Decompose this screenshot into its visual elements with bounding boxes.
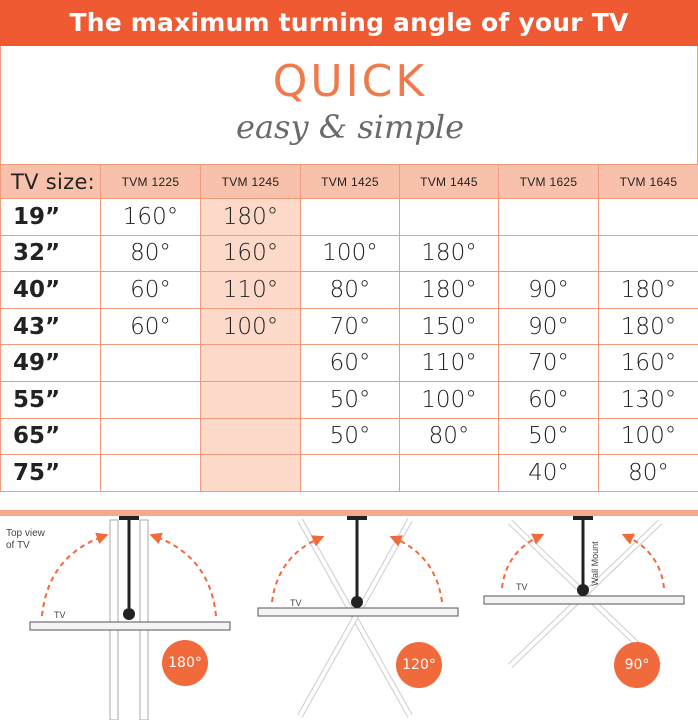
angle-cell: 90°	[499, 272, 599, 309]
table-row	[1, 381, 698, 418]
brand-quick-logo: QUICK	[272, 56, 428, 107]
wall-mount-label: Wall Mount	[590, 541, 600, 586]
angle-cell: 100°	[301, 235, 400, 272]
table-row	[1, 418, 698, 455]
angle-badge-180: 180°	[162, 640, 208, 686]
angle-cell: 60°	[101, 308, 201, 345]
angle-cell: 60°	[301, 345, 400, 382]
table-row	[1, 308, 698, 345]
angle-cell	[101, 455, 201, 492]
angle-cell: 90°	[499, 308, 599, 345]
angle-cell	[499, 199, 599, 236]
angle-cell: 60°	[101, 272, 201, 309]
angle-cell: 50°	[301, 381, 400, 418]
tv-size-cell: 65”	[1, 418, 101, 455]
angle-cell: 80°	[101, 235, 201, 272]
rotation-arrow	[154, 536, 216, 616]
angle-cell: 70°	[301, 308, 400, 345]
angle-cell: 180°	[400, 272, 499, 309]
table-row	[1, 199, 698, 236]
table-row	[1, 455, 698, 492]
brand-tagline: easy & simple	[236, 108, 464, 146]
model-header: TVM 1425	[301, 165, 400, 199]
tv-size-cell: 49”	[1, 345, 101, 382]
angle-cell: 110°	[400, 345, 499, 382]
angle-cell	[101, 345, 201, 382]
angle-cell: 80°	[400, 418, 499, 455]
model-header: TVM 1625	[499, 165, 599, 199]
model-header: TVM 1245	[201, 165, 301, 199]
table-row	[1, 272, 698, 309]
angle-cell	[400, 199, 499, 236]
angle-badge-120: 120°	[396, 642, 442, 688]
angle-cell: 50°	[301, 418, 400, 455]
angle-cell: 70°	[499, 345, 599, 382]
ceiling-plate	[119, 516, 139, 520]
angle-cell	[599, 199, 698, 236]
angle-cell: 110°	[201, 272, 301, 309]
angle-cell: 130°	[599, 381, 698, 418]
model-header: TVM 1645	[599, 165, 698, 199]
angle-cell: 180°	[201, 199, 301, 236]
angle-cell: 100°	[201, 308, 301, 345]
brand-panel	[0, 46, 698, 164]
tv-label: TV	[54, 610, 66, 620]
angle-cell: 100°	[400, 381, 499, 418]
tv-size-cell: 19”	[1, 199, 101, 236]
angle-badge-90: 90°	[614, 642, 660, 688]
tv-size-cell: 75”	[1, 455, 101, 492]
angle-cell: 80°	[301, 272, 400, 309]
angle-cell	[101, 381, 201, 418]
table-row	[1, 235, 698, 272]
tv-size-cell: 55”	[1, 381, 101, 418]
pivot	[123, 608, 135, 620]
angle-cell: 80°	[599, 455, 698, 492]
angle-cell: 150°	[400, 308, 499, 345]
angle-cell: 100°	[599, 418, 698, 455]
tv-size-cell: 43”	[1, 308, 101, 345]
top-view-label: Top view of TV	[6, 528, 45, 551]
tv-panel	[30, 622, 230, 630]
table-row	[1, 345, 698, 382]
banner-title: The maximum turning angle of your TV	[0, 0, 698, 46]
angle-cell: 180°	[599, 272, 698, 309]
angle-cell: 180°	[400, 235, 499, 272]
angle-cell: 160°	[599, 345, 698, 382]
angle-cell: 50°	[499, 418, 599, 455]
tv-size-cell: 32”	[1, 235, 101, 272]
angle-cell	[301, 455, 400, 492]
angle-cell	[599, 235, 698, 272]
tv-label: TV	[516, 582, 528, 592]
angle-cell	[499, 235, 599, 272]
angle-cell: 40°	[499, 455, 599, 492]
angle-cell: 180°	[599, 308, 698, 345]
tv-size-header: TV size:	[1, 165, 101, 199]
table-header-row	[1, 165, 698, 199]
angle-cell: 160°	[101, 199, 201, 236]
angle-cell: 60°	[499, 381, 599, 418]
diagram-90	[484, 516, 684, 666]
angle-cell	[400, 455, 499, 492]
angle-cell	[201, 418, 301, 455]
angle-cell	[101, 418, 201, 455]
tv-label: TV	[290, 598, 302, 608]
angle-cell	[201, 345, 301, 382]
tv-size-cell: 40”	[1, 272, 101, 309]
turning-angle-table	[0, 164, 698, 492]
model-header: TVM 1445	[400, 165, 499, 199]
model-header: TVM 1225	[101, 165, 201, 199]
angle-cell	[201, 455, 301, 492]
angle-cell	[301, 199, 400, 236]
angle-cell: 160°	[201, 235, 301, 272]
angle-cell	[201, 381, 301, 418]
